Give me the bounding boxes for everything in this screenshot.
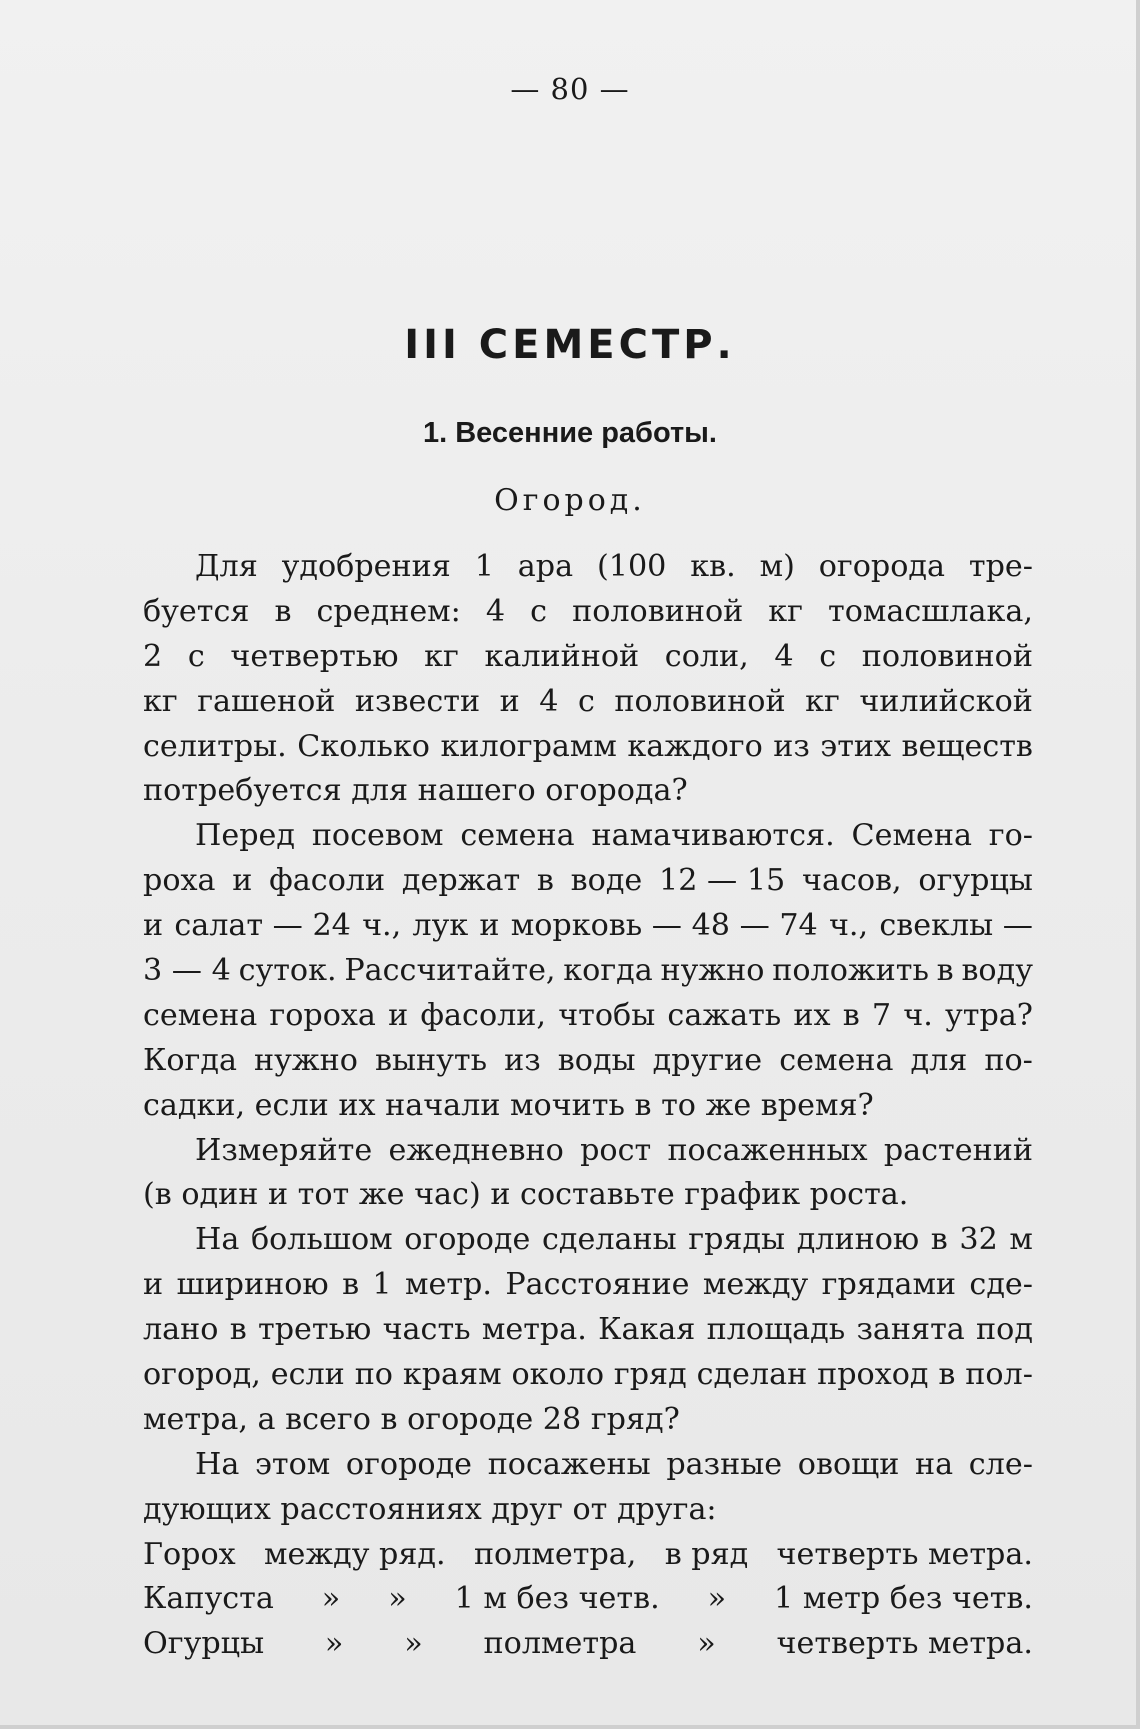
word: лано bbox=[143, 1312, 219, 1348]
word: гряд bbox=[613, 1357, 687, 1393]
word: кг bbox=[805, 683, 840, 719]
text-line bbox=[143, 680, 1033, 725]
word: утра? bbox=[945, 997, 1033, 1033]
word: 32 bbox=[959, 1222, 998, 1258]
table-cell: полметра, bbox=[473, 1536, 637, 1572]
word: в bbox=[536, 863, 554, 899]
word: садки, если их начали мочить в то же время? bbox=[143, 1087, 874, 1123]
word: из bbox=[773, 728, 810, 764]
word: сделан bbox=[696, 1357, 808, 1393]
word: когда bbox=[563, 953, 653, 989]
word: намачиваются. bbox=[591, 818, 835, 854]
word: посаженных bbox=[667, 1132, 868, 1168]
word: сле- bbox=[968, 1446, 1033, 1482]
word: растений bbox=[883, 1132, 1033, 1168]
text-line bbox=[143, 635, 1033, 680]
word: огороде bbox=[345, 1446, 473, 1482]
word: фасоли, bbox=[420, 997, 547, 1033]
word: гороха bbox=[269, 997, 376, 1033]
word: 4 bbox=[539, 683, 559, 719]
word: на bbox=[914, 1446, 954, 1482]
word: в bbox=[229, 1312, 247, 1348]
word: большом bbox=[250, 1222, 393, 1258]
text-line bbox=[143, 590, 1033, 635]
text-line bbox=[143, 1039, 1033, 1084]
word: метр. bbox=[405, 1267, 492, 1303]
table-cell: 1 метр без четв. bbox=[774, 1581, 1033, 1617]
word: фасоли bbox=[269, 863, 386, 899]
word: и bbox=[388, 997, 409, 1033]
word: кг bbox=[143, 683, 178, 719]
word: в bbox=[938, 1357, 956, 1393]
section-title: 1. Весенние работы. bbox=[422, 417, 717, 449]
word: потребуется для нашего огорода? bbox=[143, 773, 688, 809]
word: соли, bbox=[664, 638, 749, 674]
word: Измеряйте bbox=[195, 1132, 373, 1168]
word: чилийской bbox=[859, 683, 1033, 719]
word: половиной bbox=[614, 683, 786, 719]
word: (в один и тот же час) и составьте график роста. bbox=[143, 1177, 909, 1213]
word: четвертью bbox=[230, 638, 399, 674]
table-cell: полметра bbox=[483, 1626, 637, 1662]
table-cell: » bbox=[388, 1581, 407, 1617]
table-cell: » bbox=[324, 1626, 344, 1662]
word: сде- bbox=[969, 1267, 1033, 1303]
table-cell: четверть метра. bbox=[776, 1626, 1033, 1662]
word: 3 — 4 bbox=[143, 953, 231, 989]
text-line bbox=[143, 1353, 1033, 1398]
table-cell: четверть метра. bbox=[776, 1536, 1033, 1572]
word: и bbox=[232, 863, 253, 899]
word: пол- bbox=[965, 1357, 1033, 1393]
word: в bbox=[936, 953, 954, 989]
word: половиной bbox=[572, 593, 744, 629]
word: 4 bbox=[485, 593, 506, 629]
table-row bbox=[143, 1533, 1033, 1578]
semester-heading: III СЕМЕСТР. bbox=[404, 322, 736, 368]
word: и bbox=[143, 1267, 164, 1303]
word: этих bbox=[820, 728, 892, 764]
word: На bbox=[195, 1446, 240, 1482]
word: под bbox=[976, 1312, 1033, 1348]
word: Перед bbox=[195, 818, 295, 854]
word: если bbox=[270, 1357, 345, 1393]
table-row bbox=[143, 1577, 1033, 1622]
text-line bbox=[143, 725, 1033, 770]
word: разные bbox=[666, 1446, 783, 1482]
word: (100 bbox=[596, 549, 667, 584]
word: шириною bbox=[176, 1267, 329, 1303]
word: из bbox=[504, 1042, 541, 1078]
text-line bbox=[143, 1308, 1033, 1353]
table-cell: между ряд. bbox=[264, 1536, 446, 1572]
word: Семена bbox=[851, 818, 972, 854]
word: удобрения bbox=[281, 549, 451, 584]
word: занята bbox=[856, 1312, 965, 1348]
word: между bbox=[702, 1267, 809, 1303]
word: нужно bbox=[660, 953, 765, 989]
word: с bbox=[187, 638, 205, 674]
word: м) bbox=[759, 549, 795, 584]
word: сделаны bbox=[541, 1222, 677, 1258]
word: метра, а всего в огороде 28 гряд? bbox=[143, 1401, 680, 1437]
text-line bbox=[143, 545, 1033, 590]
word: Какая bbox=[598, 1312, 696, 1348]
word: Расстояние bbox=[505, 1267, 690, 1303]
text-line bbox=[143, 994, 1033, 1039]
word: извести bbox=[354, 683, 481, 719]
word: для bbox=[910, 1042, 968, 1078]
word: грядами bbox=[821, 1267, 957, 1303]
word: килограмм bbox=[440, 728, 617, 764]
word: суток. bbox=[238, 953, 337, 989]
word: кв. bbox=[690, 549, 736, 584]
text-line bbox=[143, 769, 1033, 814]
word: положить bbox=[772, 953, 929, 989]
word: гряды bbox=[688, 1222, 786, 1258]
word: томасшлака, bbox=[828, 593, 1033, 629]
word: посажены bbox=[487, 1446, 651, 1482]
table-cell: Капуста bbox=[143, 1581, 274, 1617]
word: около bbox=[511, 1357, 605, 1393]
word: третью bbox=[258, 1312, 372, 1348]
table-cell: Горох bbox=[143, 1536, 236, 1572]
word: воду bbox=[961, 953, 1033, 989]
word: 7 bbox=[871, 997, 892, 1033]
word: кг bbox=[424, 638, 459, 674]
word: Когда bbox=[143, 1042, 237, 1078]
word: часть bbox=[382, 1312, 471, 1348]
word: с bbox=[530, 593, 548, 629]
word: семена bbox=[143, 997, 258, 1033]
word: ежедневно bbox=[388, 1132, 564, 1168]
word: морковь — 48 — 74 bbox=[510, 908, 818, 944]
text-line bbox=[143, 1263, 1033, 1308]
text-line bbox=[143, 1443, 1033, 1488]
word: чтобы bbox=[558, 997, 656, 1033]
table-cell: » bbox=[404, 1626, 423, 1662]
word: нужно bbox=[254, 1042, 358, 1078]
word: и bbox=[499, 683, 520, 719]
word: ч., bbox=[828, 908, 869, 944]
word: краям bbox=[402, 1357, 502, 1393]
word: половиной bbox=[861, 638, 1033, 674]
word: ч. bbox=[903, 997, 933, 1033]
word: Для bbox=[195, 549, 258, 584]
text-line bbox=[143, 1398, 1033, 1443]
word: среднем: bbox=[316, 593, 461, 629]
word: селитры. bbox=[143, 728, 287, 764]
word: тре- bbox=[968, 549, 1033, 584]
word: 4 bbox=[774, 638, 794, 674]
word: семена bbox=[779, 1042, 894, 1078]
word: огород, bbox=[143, 1357, 261, 1393]
word: гашеной bbox=[197, 683, 336, 719]
body-text bbox=[143, 545, 1033, 1667]
word: с bbox=[819, 638, 837, 674]
word: 1 bbox=[372, 1267, 392, 1303]
word: Рассчитайте, bbox=[344, 953, 556, 989]
word: вынуть bbox=[375, 1042, 488, 1078]
word: посевом bbox=[311, 818, 444, 854]
word: огурцы bbox=[918, 863, 1033, 899]
word: в bbox=[274, 593, 292, 629]
word: и bbox=[479, 908, 500, 944]
word: сажать bbox=[667, 997, 782, 1033]
page-number: — 80 — bbox=[510, 72, 630, 106]
word: каждого bbox=[627, 728, 763, 764]
word: по- bbox=[984, 1042, 1033, 1078]
word: рост bbox=[580, 1132, 652, 1168]
table-cell: » bbox=[707, 1581, 727, 1617]
table-row bbox=[143, 1622, 1033, 1667]
word: ч., bbox=[362, 908, 402, 944]
text-line bbox=[143, 904, 1033, 949]
text-line bbox=[143, 859, 1033, 904]
word: в bbox=[842, 997, 860, 1033]
word: м bbox=[1009, 1222, 1033, 1258]
word: свеклы — bbox=[879, 908, 1033, 944]
word: проход bbox=[817, 1357, 929, 1393]
word: буется bbox=[143, 593, 250, 629]
text-line bbox=[143, 814, 1033, 859]
word: держат bbox=[401, 863, 521, 899]
word: салат — 24 bbox=[174, 908, 351, 944]
text-line bbox=[143, 1173, 1033, 1218]
text-line bbox=[143, 1488, 1033, 1533]
word: метра. bbox=[481, 1312, 587, 1348]
word: семена bbox=[460, 818, 575, 854]
word: часов, bbox=[802, 863, 902, 899]
text-line bbox=[143, 949, 1033, 994]
table-cell: 1 м без четв. bbox=[454, 1581, 660, 1617]
text-line bbox=[143, 1084, 1033, 1129]
text-line bbox=[143, 1129, 1033, 1174]
word: 12 — 15 bbox=[659, 863, 786, 899]
word: этом bbox=[254, 1446, 331, 1482]
table-cell: Огурцы bbox=[143, 1626, 265, 1662]
word: роха bbox=[143, 863, 216, 899]
word: веществ bbox=[901, 728, 1033, 764]
word: ара bbox=[517, 549, 574, 584]
table-cell: » bbox=[321, 1581, 341, 1617]
subsection-title: Огород. bbox=[494, 483, 646, 518]
word: 1 bbox=[474, 549, 494, 584]
word: по bbox=[354, 1357, 393, 1393]
word: огороде bbox=[404, 1222, 531, 1258]
text-line bbox=[143, 1218, 1033, 1263]
table-cell: » bbox=[697, 1626, 716, 1662]
word: в bbox=[342, 1267, 360, 1303]
word: дующих расстояниях друг от друга: bbox=[143, 1491, 717, 1527]
word: огорода bbox=[818, 549, 945, 584]
word: с bbox=[577, 683, 595, 719]
word: их bbox=[793, 997, 831, 1033]
word: воды bbox=[557, 1042, 636, 1078]
word: 2 bbox=[143, 638, 163, 674]
word: овощи bbox=[797, 1446, 900, 1482]
word: На bbox=[195, 1222, 240, 1258]
table-cell: в ряд bbox=[664, 1536, 749, 1572]
word: площадь bbox=[706, 1312, 846, 1348]
word: Сколько bbox=[297, 728, 430, 764]
word: длиною bbox=[796, 1222, 920, 1258]
word: в bbox=[930, 1222, 948, 1258]
word: воде bbox=[570, 863, 643, 899]
word: и bbox=[143, 908, 164, 944]
word: калийной bbox=[484, 638, 640, 674]
word: другие bbox=[652, 1042, 763, 1078]
word: го- bbox=[988, 818, 1033, 854]
word: лук bbox=[412, 908, 469, 944]
word: кг bbox=[768, 593, 803, 629]
